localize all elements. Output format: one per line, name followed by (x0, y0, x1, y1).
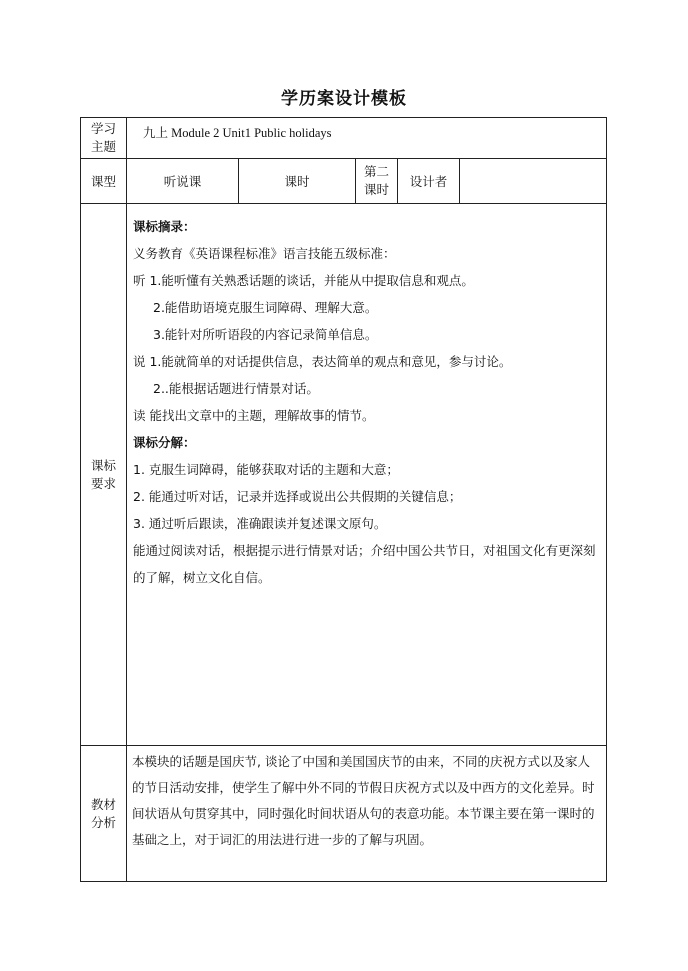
speak-item-1: 说 1.能就简单的对话提供信息，表达简单的观点和意见，参与讨论。 (133, 354, 512, 369)
topic-row (81, 118, 607, 159)
topic-value: 九上 Module 2 Unit1 Public holidays (127, 118, 607, 159)
analysis-content (127, 746, 607, 882)
standards-intro: 义务教育《英语课程标准》语言技能五级标准： (133, 246, 396, 261)
standards-content (127, 204, 607, 746)
excerpt-heading: 课标摘录： (133, 219, 196, 234)
analysis-text: 本模块的话题是国庆节, 谈论了中国和美国国庆节的由来，不同的庆祝方式以及家人的节日活动安排，使学生了解中外不同的节假日庆祝方式以及中西方的文化差异。时间状语从句贯穿其中，同时强化时间状语从句的表意功能。本节课主要在第一课时的基础之上，对于词汇的用法进行进一步的了解与巩固。 (132, 754, 595, 847)
topic-label: 学习 主题 (81, 118, 127, 159)
breakdown-heading: 课标分解： (133, 435, 196, 450)
designer-value (460, 159, 607, 204)
breakdown-item-2: 2. 能通过听对话，记录并选择或说出公共假期的关键信息； (133, 489, 462, 504)
course-type-value: 听说课 (127, 159, 239, 204)
course-row (81, 159, 607, 204)
lesson-plan-table (80, 117, 607, 882)
listen-item-3: 3.能针对所听语段的内容记录简单信息。 (153, 327, 378, 342)
listen-item-1: 听 1.能听懂有关熟悉话题的谈话，并能从中提取信息和观点。 (133, 273, 474, 288)
course-period-value: 第二 课时 (356, 159, 398, 204)
page-title: 学历案设计模板 (281, 89, 407, 109)
breakdown-item-1: 1. 克服生词障碍，能够获取对话的主题和大意； (133, 462, 399, 477)
designer-label: 设计者 (398, 159, 460, 204)
breakdown-item-3: 3. 通过听后跟读，准确跟读并复述课文原句。 (133, 516, 387, 531)
analysis-label: 教材 分析 (81, 746, 127, 882)
read-item-1: 读 能找出文章中的主题，理解故事的情节。 (133, 408, 375, 423)
speak-item-2: 2..能根据话题进行情景对话。 (153, 381, 319, 396)
analysis-row (81, 746, 607, 882)
standards-label: 课标 要求 (81, 204, 127, 746)
course-type-label: 课型 (81, 159, 127, 204)
course-period-label: 课时 (239, 159, 356, 204)
listen-item-2: 2.能借助语境克服生词障碍、理解大意。 (153, 300, 378, 315)
breakdown-item-4: 能通过阅读对话，根据提示进行情景对话；介绍中国公共节日，对祖国文化有更深刻的了解，树立文化自信。 (133, 543, 596, 585)
standards-row (81, 204, 607, 746)
